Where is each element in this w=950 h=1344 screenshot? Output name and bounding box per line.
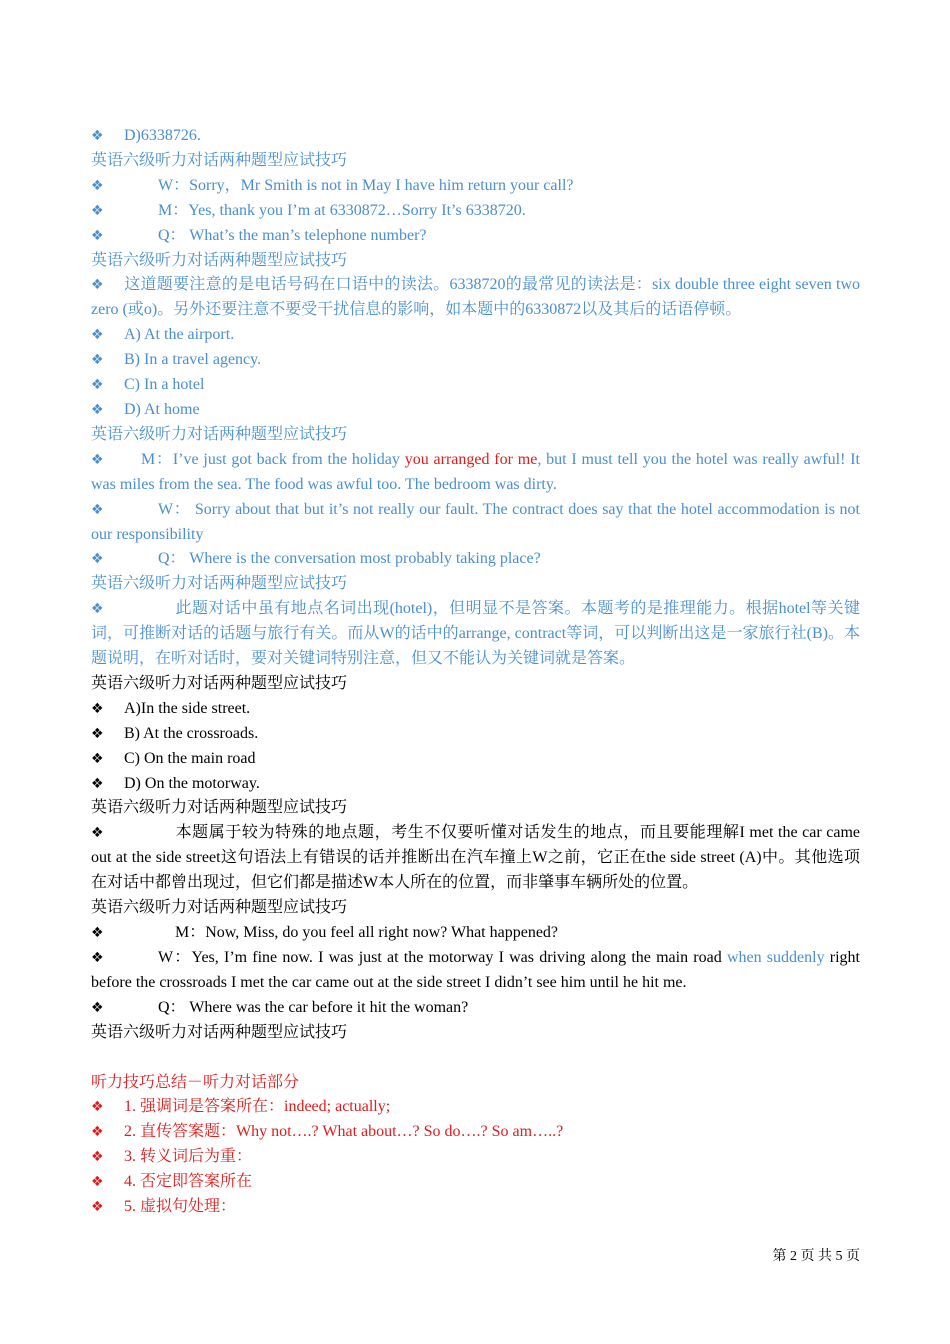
dialogue-line-m [91,199,860,224]
option-text: D)6338726. [124,127,201,144]
option-text: A) At the airport. [124,326,235,344]
explanation-car [91,821,860,896]
dialogue-text: Q： Where is the conversation most probably taking place? [158,550,541,568]
explanation-text: 本题属于较为特殊的地点题，考生不仅要听懂对话发生的地点，而且要能理解I met the car came out at the side street这句语法上有错误的话并推断出在汽车撞上W之前，它正在the side street (A)中。其他选项在对话中都曾出现过，但它们都是描述W本人所在的位置，而非肇事车辆所处的位置。 [91,824,860,892]
summary-text: 1. 强调词是答案所在：indeed; actually; [124,1098,391,1116]
highlighted-phrase: you arranged for me [404,450,538,468]
bullet-icon: ❖ [91,1124,104,1141]
bullet-icon: ❖ [91,327,104,344]
bullet-icon: ❖ [91,1149,104,1166]
document-page [91,124,860,1220]
option-a [91,697,860,722]
spacer [91,1046,860,1071]
section-heading: 英语六级听力对话两种题型应试技巧 [91,575,348,593]
option-text: D) On the motorway. [124,774,260,792]
section-heading: 英语六级听力对话两种题型应试技巧 [91,151,348,169]
bullet-icon: ❖ [91,775,104,792]
option-d-phone [91,124,860,149]
explanation-phone [91,273,860,323]
bullet-icon: ❖ [91,277,104,294]
bullet-icon: ❖ [91,177,104,194]
option-text: B) At the crossroads. [124,724,259,742]
explanation-text: 此题对话中虽有地点名词出现(hotel)，但明显不是答案。本题考的是推理能力。根据hotel等关键词，可推断对话的话题与旅行有关。而从W的话中的arrange, contract等词，可以判断出这是一家旅行社(B)。本题说明，在听对话时，要对关键词特别注意，但又不能认为关键词就是答案。 [91,600,860,668]
summary-title: 听力技巧总结－听力对话部分 [91,1073,300,1091]
dialogue-text: W： Sorry about that but it’s not really our fault. The contract does say that the hotel accommodation is not our responsibility [91,500,860,543]
section-heading: 英语六级听力对话两种题型应试技巧 [91,799,348,817]
bullet-icon: ❖ [91,1174,104,1191]
bullet-icon: ❖ [91,501,104,518]
dialogue-text: W：Yes, I’m fine now. I was just at the motorway I was driving along the main road [158,948,727,966]
option-text: D) At home [124,400,200,418]
dialogue-text: M：Now, Miss, do you feel all right now? What happened? [175,924,559,941]
option-text: C) In a hotel [124,376,205,394]
bullet-icon: ❖ [91,227,104,244]
option-c [91,373,860,398]
dialogue-text: Q： What’s the man’s telephone number? [158,226,427,244]
dialogue-line-q [91,224,860,249]
summary-item [91,1195,860,1220]
option-text: A)In the side street. [124,699,251,717]
bullet-icon: ❖ [91,1099,104,1116]
dialogue-line-w [91,174,860,199]
bullet-icon: ❖ [91,202,104,219]
summary-item [91,1145,860,1170]
bullet-icon: ❖ [91,128,104,144]
option-d [91,398,860,423]
summary-text: 4. 否定即答案所在 [124,1173,253,1191]
option-text: B) In a travel agency. [124,351,262,369]
dialogue-text: , but I must tell you the hotel was really awful! It was miles from the sea. The food was awful too. The bedroom was dirty. [91,450,860,493]
section-heading: 英语六级听力对话两种题型应试技巧 [91,425,348,443]
bullet-icon: ❖ [91,401,104,418]
bullet-icon: ❖ [91,700,104,717]
section-heading: 英语六级听力对话两种题型应试技巧 [91,251,348,269]
dialogue-text: M：Yes, thank you I’m at 6330872…Sorry It’s 6338720. [158,201,526,219]
bullet-icon: ❖ [91,352,104,369]
summary-text: 2. 直传答案题：Why not….? What about…? So do….? So am…..? [124,1123,564,1141]
bullet-icon: ❖ [91,725,104,742]
section-heading: 英语六级听力对话两种题型应试技巧 [91,1023,348,1041]
bullet-icon: ❖ [91,551,104,568]
dialogue-line-m [91,921,860,946]
summary-item [91,1170,860,1195]
option-text: C) On the main road [124,749,256,767]
dialogue-text: Q： Where was the car before it hit the woman? [158,998,469,1016]
dialogue-text: right before the crossroads I met the car came out at the side street I didn’t see him until he hit me. [91,948,860,991]
dialogue-line-w [91,946,860,996]
bullet-icon: ❖ [91,825,104,842]
option-a [91,323,860,348]
dialogue-line-q [91,996,860,1021]
dialogue-text: M：I’ve just got back from the holiday [141,450,405,468]
dialogue-line-w [91,498,860,548]
highlighted-phrase: when suddenly [726,948,825,966]
bullet-icon: ❖ [91,1199,104,1216]
explanation-location [91,597,860,672]
summary-item [91,1095,860,1120]
explanation-text: 这道题要注意的是电话号码在口语中的读法。6338720的最常见的读法是：six double three eight seven two zero (或o)。另外还要注意不要受干扰信息的影响，如本题中的6330872以及其后的话语停顿。 [91,276,860,319]
option-c [91,747,860,772]
option-b [91,722,860,747]
bullet-icon: ❖ [91,601,104,618]
page-number-footer: 第 2 页 共 5 页 [772,1249,860,1264]
bullet-icon: ❖ [91,377,104,394]
section-heading: 英语六级听力对话两种题型应试技巧 [91,899,348,917]
bullet-icon: ❖ [91,750,104,767]
bullet-icon: ❖ [91,949,104,966]
bullet-icon: ❖ [91,999,104,1016]
summary-text: 5. 虚拟句处理： [124,1198,237,1216]
option-d [91,772,860,797]
summary-item [91,1120,860,1145]
summary-text: 3. 转义词后为重： [124,1148,253,1166]
bullet-icon: ❖ [91,925,104,941]
section-heading: 英语六级听力对话两种题型应试技巧 [91,674,348,692]
option-b [91,348,860,373]
bullet-icon: ❖ [91,451,104,468]
dialogue-line-q [91,547,860,572]
dialogue-text: W：Sorry，Mr Smith is not in May I have him return your call? [158,176,574,194]
dialogue-line-m [91,448,860,498]
